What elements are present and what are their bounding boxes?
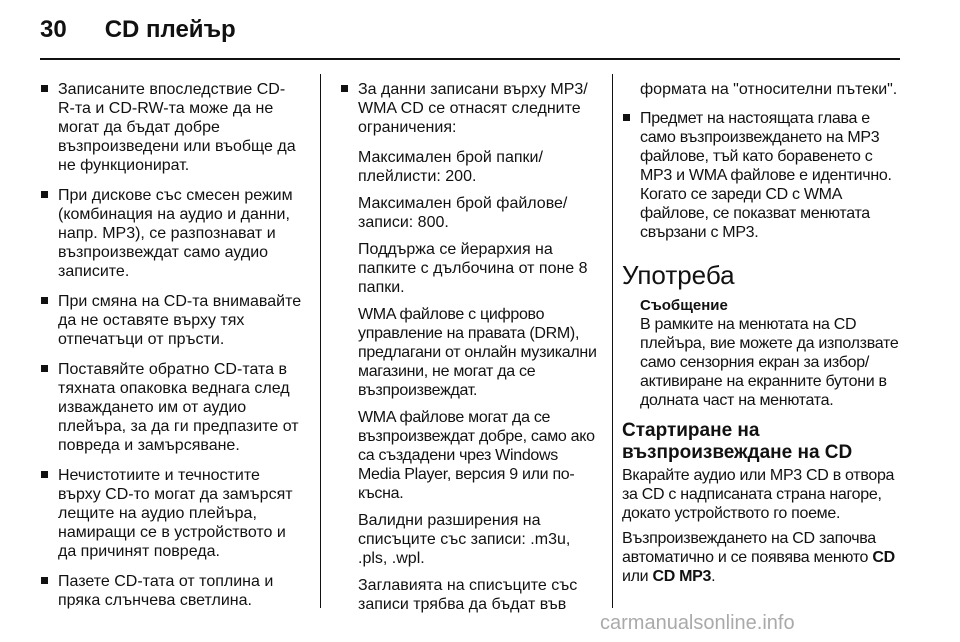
column-divider [320, 74, 321, 608]
watermark: carmanualsonline.info [600, 612, 795, 634]
restrictions-body [340, 148, 602, 614]
menu-name-cd: CD [872, 549, 895, 566]
list-item: При смяна на CD-та внимавайте да не оставяте върху тях отпечатъци от пръсти. [40, 292, 302, 349]
body-paragraph [622, 529, 906, 586]
list-item: Пазете CD-тата от топлина и пряка слънчева светлина. [40, 572, 302, 610]
body-text: . [711, 568, 716, 585]
menu-name-cd-mp3: CD MP3 [652, 568, 712, 585]
column-2 [340, 80, 602, 622]
list-item: При дискове със смесен режим (комбинация на аудио и данни, напр. MP3), се разпознават и възпроизвеждат само аудио записите. [40, 186, 302, 281]
mp3-restrictions-list [340, 80, 602, 137]
note-text: В рамките на менютата на CD плейъра, вие можете да използвате само сензорния екран за избор/активиране на екранните бутони в долната част на менютата. [640, 316, 899, 409]
restriction-paragraph: WMA файлове с цифрово управление на правата (DRM), предлагани от онлайн музикални магазини, не могат да се възпроизвеждат. [358, 306, 597, 399]
list-item: Поставяйте обратно CD-тата в тяхната опаковка веднага след изваждането им от аудио плейъра, за да ги предпазите от повреда и замърсяване. [40, 360, 302, 455]
column-3 [622, 80, 906, 592]
list-item: За данни записани върху MP3/ WMA CD се отнасят следните ограничения: [340, 80, 602, 137]
page-header [40, 16, 236, 50]
header-rule [40, 58, 900, 60]
note-block [622, 296, 906, 410]
page-title: CD плейър [104, 16, 236, 43]
body-text: Възпроизвеждането на CD започва автоматично и се появява менюто [622, 530, 876, 566]
restriction-paragraph: Максимален брой файлове/ записи: 800. [358, 195, 568, 231]
page-number: 30 [40, 16, 67, 43]
restriction-paragraph: Валидни разширения на списъците със записи: .m3u, .pls, .wpl. [358, 512, 571, 567]
list-item: Предмет на настоящата глава е само възпроизвеждането на MP3 файлове, тъй като боравенето с MP3 и WMA файлове е идентично. Когато се зареди CD с WMA файлове, се показват менютата свързани с MP3. [622, 109, 906, 242]
body-paragraph: Вкарайте аудио или MP3 CD в отвора за CD с надписаната страна нагоре, докато устройството го поеме. [622, 467, 895, 522]
restriction-paragraph: Поддържа се йерархия на папките с дълбочина от поне 8 папки. [358, 241, 588, 296]
subsection-heading: Стартиране на възпроизвеждане на CD [622, 420, 853, 463]
restriction-paragraph: Максимален брой папки/ плейлисти: 200. [358, 149, 543, 185]
list-item: Нечистотиите и течностите върху CD-то могат да замърсят лещите на аудио плейъра, намиращи се в устройството и да причинят повреда. [40, 466, 302, 561]
column-divider [612, 74, 613, 608]
section-heading: Употреба [622, 260, 735, 290]
body-text: или [622, 568, 649, 585]
note-label: Съобщение [640, 297, 728, 314]
restriction-paragraph: WMA файлове могат да се възпроизвеждат добре, само ако са създадени чрез Windows Media Player, версия 9 или по-късна. [358, 409, 595, 502]
list-item: Записаните впоследствие CD-R-та и CD-RW-та може да не могат да бъдат добре възпроизведени или въобще да не функционират. [40, 80, 302, 175]
cd-handling-list [40, 80, 302, 610]
mp3-scope-list [622, 109, 906, 242]
continued-text: формата на "относителни пътеки". [640, 81, 898, 98]
restriction-paragraph: Заглавията на списъците със записи трябва да бъдат във [358, 577, 578, 613]
column-1 [40, 80, 302, 621]
